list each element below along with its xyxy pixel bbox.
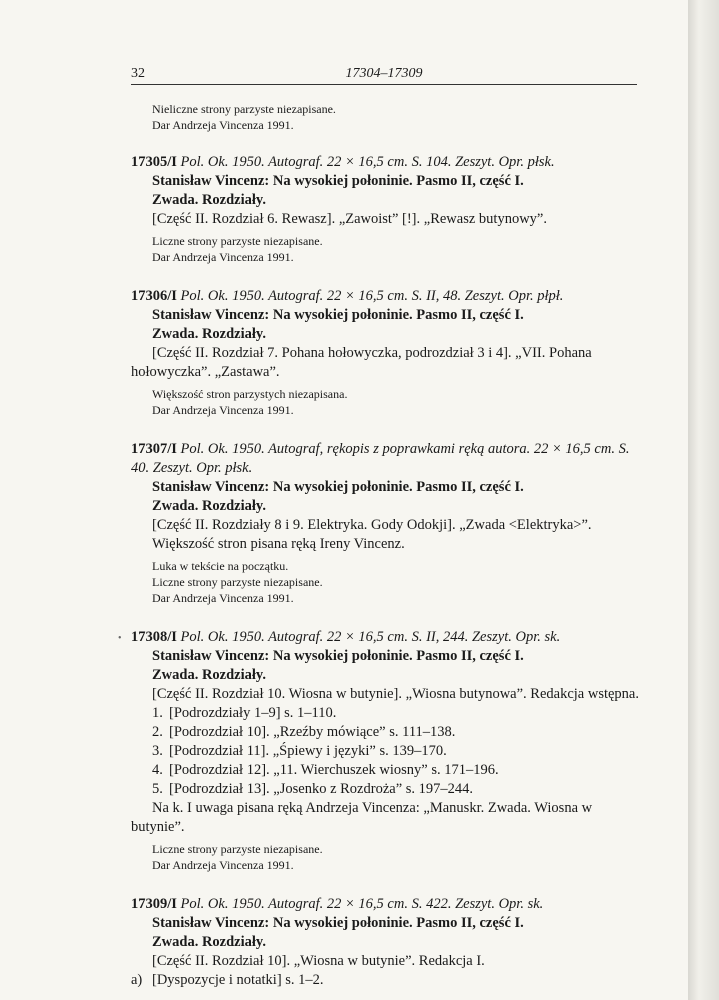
note-line: Dar Andrzeja Vincenza 1991. <box>152 591 294 605</box>
entry-description: Pol. Ok. 1950. Autograf. 22 × 16,5 cm. S. II, 244. Zeszyt. Opr. sk. <box>180 629 561 645</box>
note-line: Liczne strony parzyste niezapisane. <box>152 234 323 248</box>
note-line: Dar Andrzeja Vincenza 1991. <box>152 118 294 132</box>
entry-text: [Część II. Rozdział 7. Pohana hołowyczka, podrozdział 3 i 4]. „VII. Pohana hołowyczka”. „Zastawa”. <box>131 345 592 380</box>
page-edge <box>688 0 719 1000</box>
note-line: Luka w tekście na początku. <box>152 559 289 573</box>
entry-notes <box>131 386 641 418</box>
catalog-entry <box>131 895 641 990</box>
entry-subtitle: Zwada. Rozdziały. <box>152 498 266 514</box>
entry-list <box>131 704 641 799</box>
list-item: 3. [Podrozdział 11]. „Śpiewy i języki” s. 139–170. <box>152 743 447 759</box>
note-line: Dar Andrzeja Vincenza 1991. <box>152 403 294 417</box>
entry-heading <box>131 628 641 647</box>
entry-text-2: Na k. I uwaga pisana ręką Andrzeja Vincenza: „Manuskr. Zwada. Wiosna w butynie”. <box>131 800 593 835</box>
catalog-content <box>131 101 641 990</box>
note-line: Dar Andrzeja Vincenza 1991. <box>152 250 294 264</box>
note-line: Nieliczne strony parzyste niezapisane. <box>152 102 336 116</box>
entry-text: [Część II. Rozdziały 8 i 9. Elektryka. Gody Odokji]. „Zwada <Elektryka>”. <box>152 517 592 533</box>
entry-description: Pol. Ok. 1950. Autograf, rękopis z poprawkami ręką autora. 22 × 16,5 cm. S. 40. Zeszyt. Opr. płsk. <box>131 441 630 476</box>
note-line: Większość stron parzystych niezapisana. <box>152 387 348 401</box>
entry-author-title: Stanisław Vincenz: Na wysokiej połoninie. Pasmo II, część I. <box>152 479 524 495</box>
entry-text: [Część II. Rozdział 10. Wiosna w butynie]. „Wiosna butynowa”. Redakcja wstępna. <box>152 686 639 702</box>
note-line: Liczne strony parzyste niezapisane. <box>152 575 323 589</box>
entry-author-title: Stanisław Vincenz: Na wysokiej połoninie. Pasmo II, część I. <box>152 915 524 931</box>
list-item: 4. [Podrozdział 12]. „11. Wierchuszek wiosny” s. 171–196. <box>152 762 499 778</box>
entry-author-title: Stanisław Vincenz: Na wysokiej połoninie. Pasmo II, część I. <box>152 173 524 189</box>
entry-description: Pol. Ok. 1950. Autograf. 22 × 16,5 cm. S. II, 48. Zeszyt. Opr. płpł. <box>180 288 564 304</box>
sub-item-label: a) <box>131 972 143 988</box>
catalog-entry <box>131 440 641 606</box>
entry-description: Pol. Ok. 1950. Autograf. 22 × 16,5 cm. S. 422. Zeszyt. Opr. sk. <box>180 896 544 912</box>
entry-author-title: Stanisław Vincenz: Na wysokiej połoninie. Pasmo II, część I. <box>152 648 524 664</box>
catalog-entry <box>131 153 641 265</box>
entry-author-title: Stanisław Vincenz: Na wysokiej połoninie. Pasmo II, część I. <box>152 307 524 323</box>
entry-text: [Część II. Rozdział 6. Rewasz]. „Zawoist” [!]. „Rewasz butynowy”. <box>152 211 547 227</box>
header-range: 17304–17309 <box>345 66 423 81</box>
entry-heading <box>131 440 641 478</box>
entry-signature: 17308/I <box>131 629 177 645</box>
entry-signature: 17305/I <box>131 154 177 170</box>
entry-signature: 17309/I <box>131 896 177 912</box>
entry-heading <box>131 895 641 914</box>
page-number: 32 <box>131 66 145 81</box>
list-item: 2. [Podrozdział 10]. „Rzeźby mówiące” s. 111–138. <box>152 724 456 740</box>
entry-subtitle: Zwada. Rozdziały. <box>152 667 266 683</box>
catalog-entry <box>131 287 641 418</box>
entry-heading <box>131 153 641 172</box>
entry-subtitle: Zwada. Rozdziały. <box>152 326 266 342</box>
entry-text: [Część II. Rozdział 10]. „Wiosna w butynie”. Redakcja I. <box>152 953 485 969</box>
note-line: Liczne strony parzyste niezapisane. <box>152 842 323 856</box>
list-item: 1. [Podrozdziały 1–9] s. 1–110. <box>152 705 337 721</box>
sub-item-text: [Dyspozycje i notatki] s. 1–2. <box>152 972 324 988</box>
margin-mark: • <box>118 633 122 644</box>
catalog-entry <box>131 628 641 873</box>
entry-signature: 17306/I <box>131 288 177 304</box>
list-item: 5. [Podrozdział 13]. „Josenko z Rozdroża” s. 197–244. <box>152 781 474 797</box>
entry-description: Pol. Ok. 1950. Autograf. 22 × 16,5 cm. S. 104. Zeszyt. Opr. płsk. <box>180 154 555 170</box>
entry-notes <box>131 558 641 606</box>
entry-sub-item <box>131 971 641 990</box>
entry-notes <box>131 841 641 873</box>
entry-heading <box>131 287 641 306</box>
entry-subtitle: Zwada. Rozdziały. <box>152 192 266 208</box>
entry-notes <box>131 233 641 265</box>
note-line: Dar Andrzeja Vincenza 1991. <box>152 858 294 872</box>
entry-signature: 17307/I <box>131 441 177 457</box>
running-header <box>131 64 637 85</box>
entry-text-2: Większość stron pisana ręką Ireny Vincenz. <box>152 536 405 552</box>
entry-subtitle: Zwada. Rozdziały. <box>152 934 266 950</box>
